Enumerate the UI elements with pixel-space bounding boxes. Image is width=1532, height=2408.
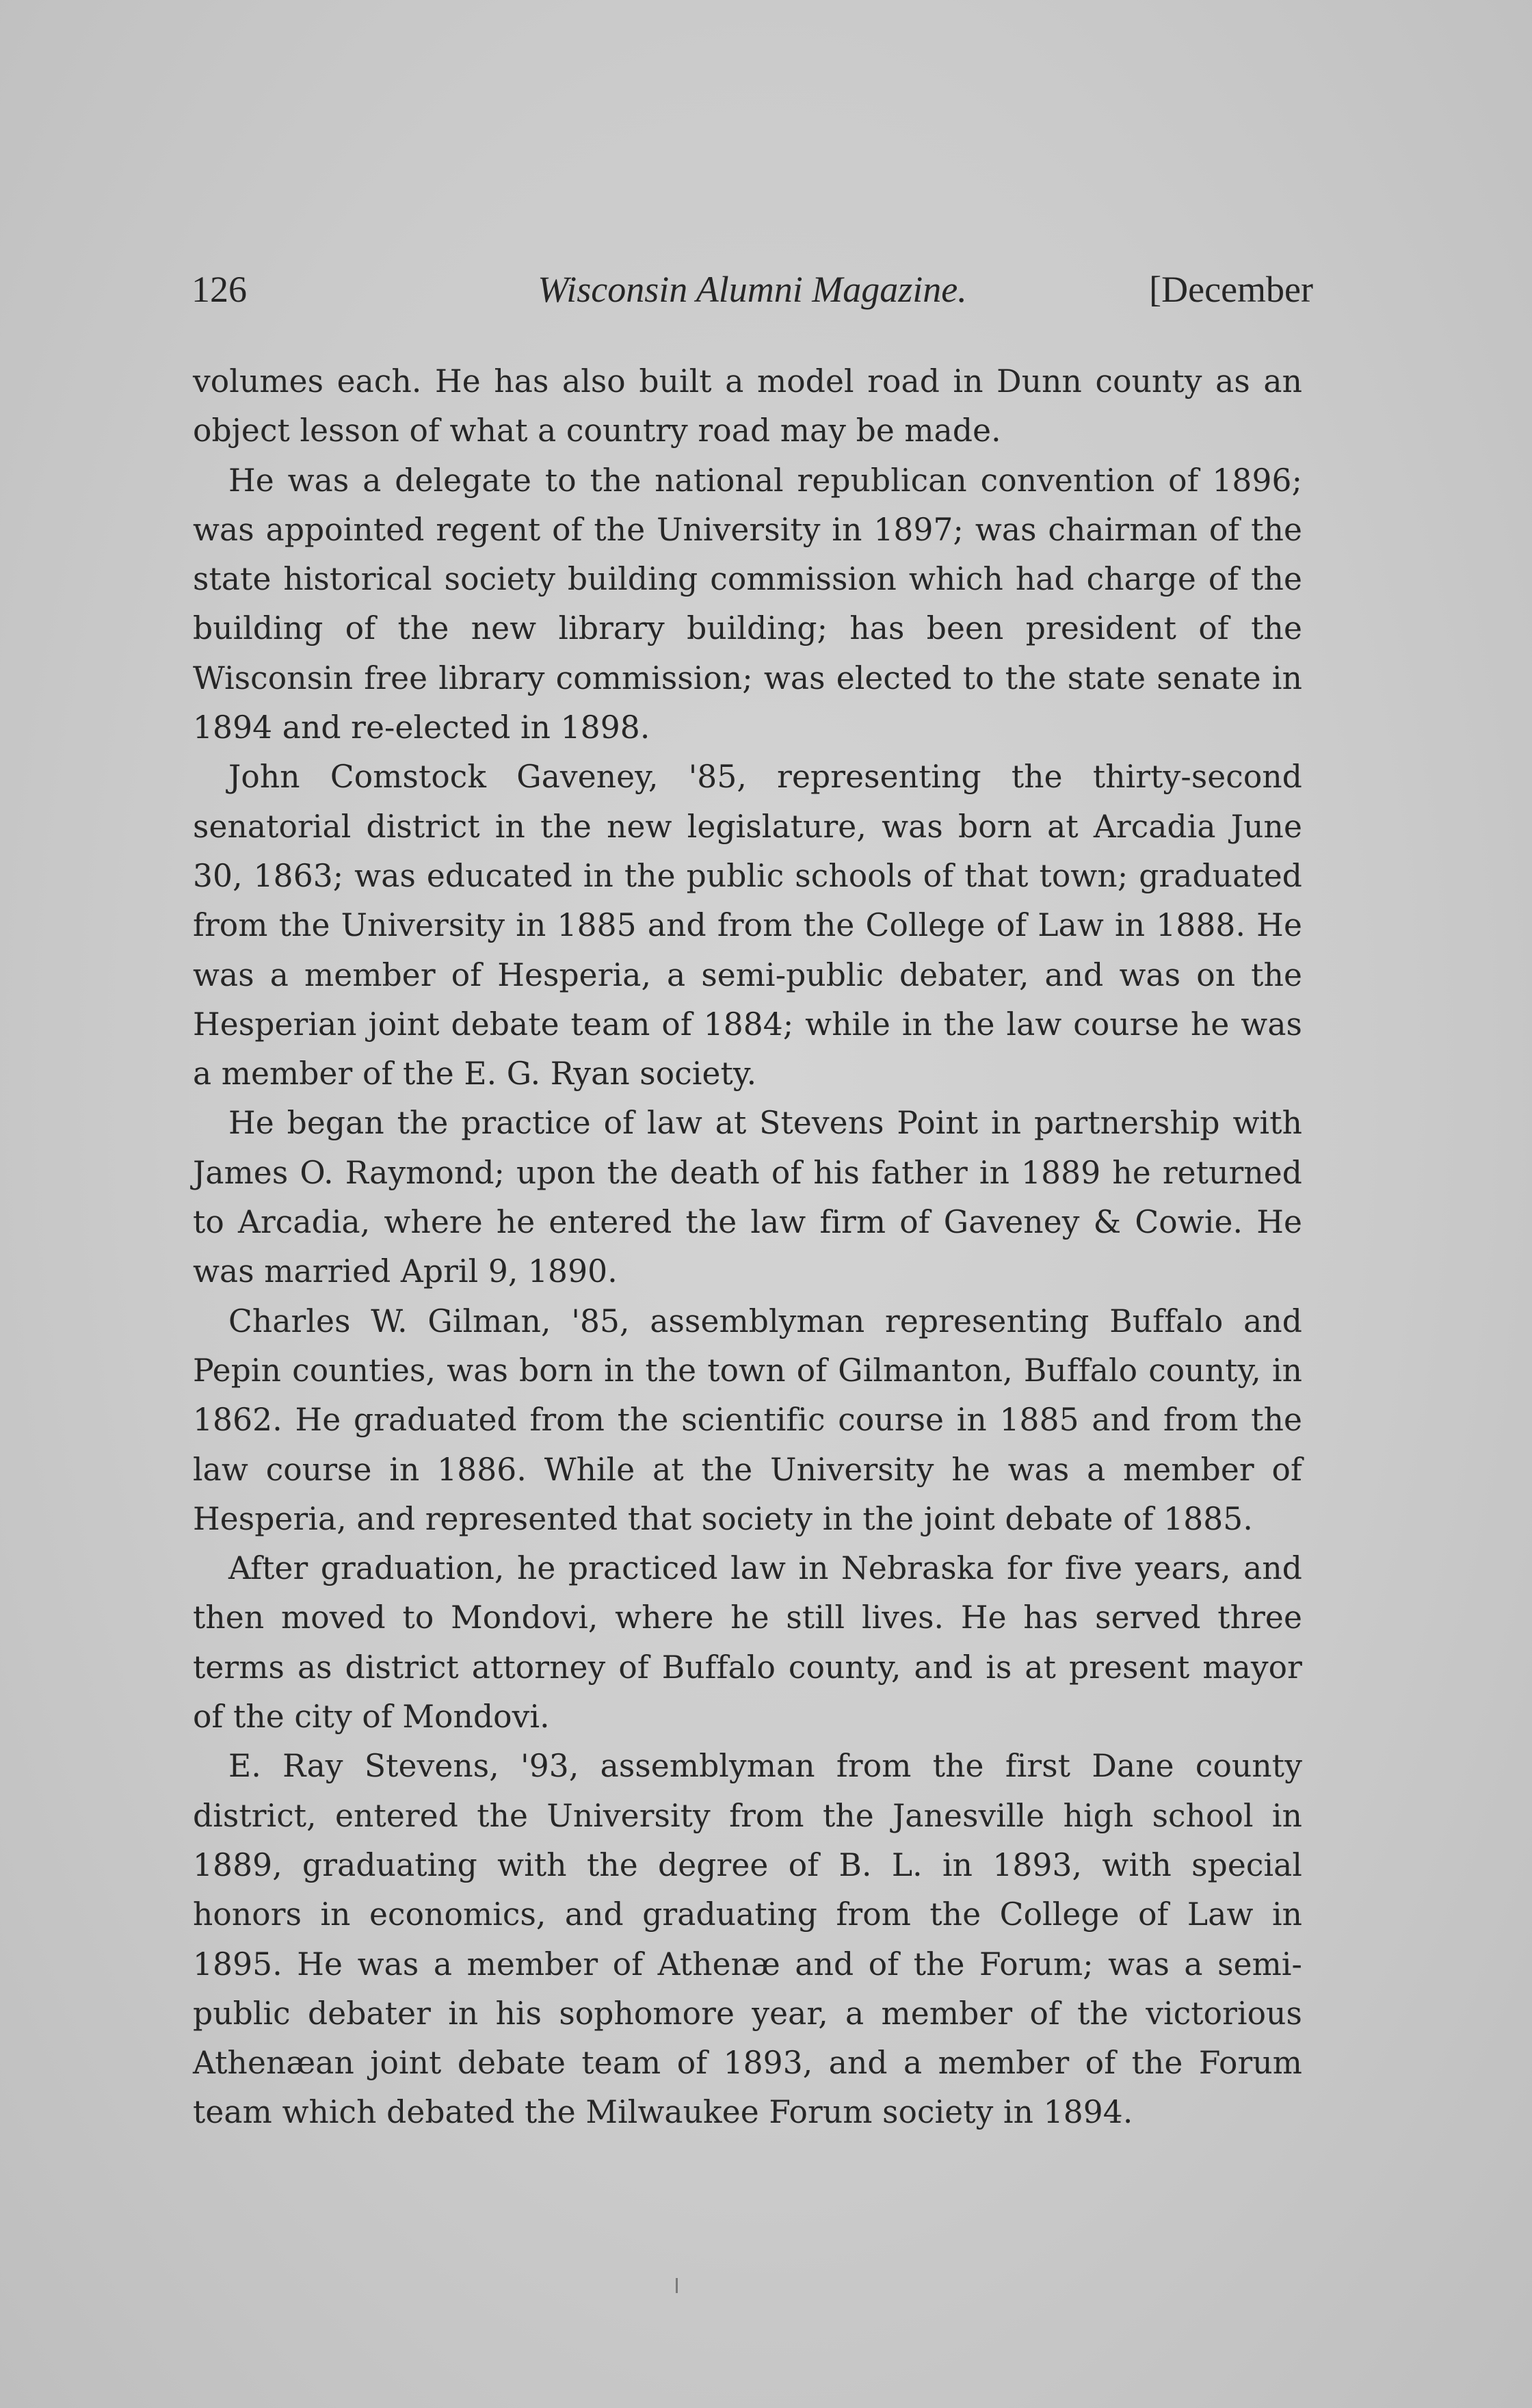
paragraph-continued: volumes each. He has also built a model road in Dunn county as an object lesson of what a country road may be made.: [193, 363, 1302, 449]
print-speck: [676, 2278, 678, 2293]
paragraph: E. Ray Stevens, '93, assemblyman from the first Dane county district, entered the University from the Janesville high school in 1889, graduating with the degree of B. L. in 1893, with special honors in economics, and graduating from the College of Law in 1895. He was a member of Athenæ and of the Forum; was a semi-public debater in his sophomore year, a member of the victorious Athenæan joint debate team of 1893, and a member of the Forum team which debated the Milwaukee Forum society in 1894.: [193, 1748, 1302, 2131]
page-number: 126: [192, 269, 247, 310]
paragraph: After graduation, he practiced law in Nebraska for five years, and then moved to Mondovi, where he still lives. He has served three terms as district attorney of Buffalo county, and is at present mayor of the city of Mondovi.: [193, 1550, 1302, 1736]
paragraph: He began the practice of law at Stevens Point in partnership with James O. Raymond; upon the death of his father in 1889 he returned to Arcadia, where he entered the law firm of Gaveney & Cowie. He was married April 9, 1890.: [193, 1105, 1302, 1290]
article-body: [193, 357, 1302, 2138]
issue-month: [December: [1149, 269, 1313, 310]
magazine-title: Wisconsin Alumni Magazine.: [538, 269, 967, 310]
paragraph: John Comstock Gaveney, '85, representing the thirty-second senatorial district in the new legislature, was born at Arcadia June 30, 1863; was educated in the public schools of that town; graduated from the University in 1885 and from the College of Law in 1888. He was a member of Hesperia, a semi-public debater, and was on the Hesperian joint debate team of 1884; while in the law course he was a member of the E. G. Ryan society.: [193, 759, 1302, 1092]
paragraph: He was a delegate to the national republican convention of 1896; was appointed regent of the University in 1897; was chairman of the state historical society building commission which had charge of the building of the new library building; has been president of the Wisconsin free library commission; was elected to the state senate in 1894 and re-elected in 1898.: [193, 462, 1302, 746]
running-head: [192, 268, 1313, 323]
paragraph: Charles W. Gilman, '85, assemblyman representing Buffalo and Pepin counties, was born in the town of Gilmanton, Buffalo county, in 1862. He graduated from the scientific course in 1885 and from the law course in 1886. While at the University he was a member of Hesperia, and represented that society in the joint debate of 1885.: [193, 1303, 1302, 1537]
